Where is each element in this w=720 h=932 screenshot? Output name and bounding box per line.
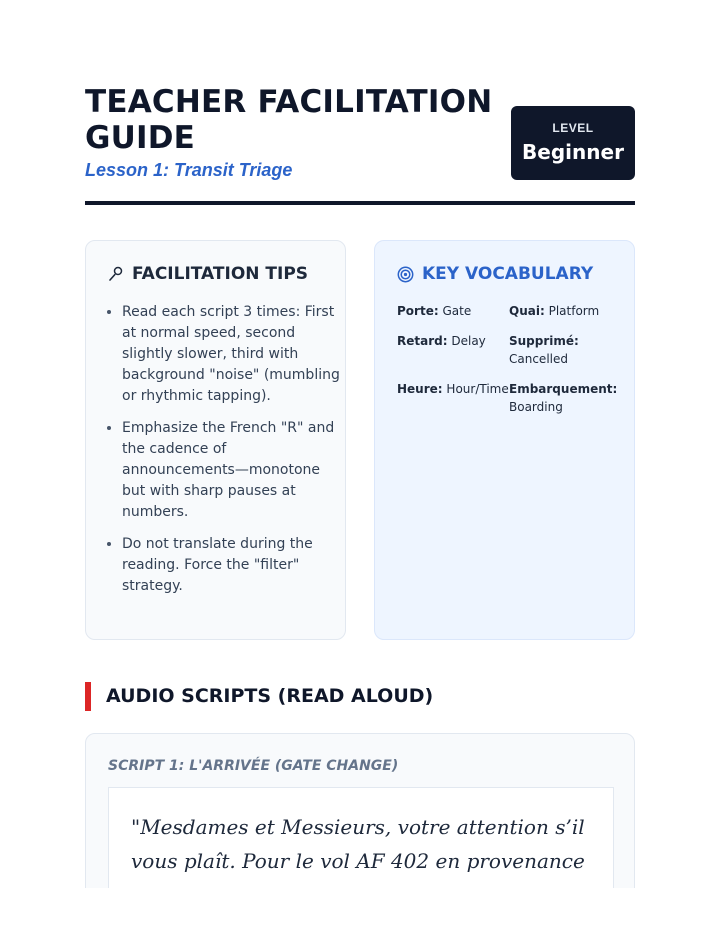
vocab-term: Porte: <box>397 304 439 318</box>
level-badge <box>511 106 635 180</box>
key-vocabulary-card <box>374 240 635 640</box>
vocab-item <box>509 302 622 320</box>
level-label: LEVEL <box>552 121 594 135</box>
microphone-icon <box>108 266 124 282</box>
facilitation-tips-title: FACILITATION TIPS <box>132 264 309 284</box>
vocab-term: Quai: <box>509 304 545 318</box>
vocab-item <box>509 332 622 368</box>
vocab-meaning: Cancelled <box>509 352 568 366</box>
level-value: Beginner <box>522 140 624 164</box>
vocab-meaning: Delay <box>451 334 486 348</box>
script-label: SCRIPT 1: L'ARRIVÉE (GATE CHANGE) <box>108 758 399 774</box>
target-icon <box>397 266 414 283</box>
list-item: • Read each script 3 times: First at normal speed, second slightly slower, third with background "noise" (mumbling or rhythmic tapping). <box>122 302 342 407</box>
script-text-box <box>108 787 614 888</box>
vocab-meaning: Platform <box>548 304 600 318</box>
vocab-item <box>509 380 622 416</box>
audio-scripts-heading: AUDIO SCRIPTS (READ ALOUD) <box>106 685 434 707</box>
key-vocabulary-title: KEY VOCABULARY <box>422 264 594 284</box>
facilitation-tips-card <box>85 240 346 640</box>
vocab-meaning: Boarding <box>509 400 563 414</box>
vocab-term: Retard: <box>397 334 448 348</box>
script-text: "Mesdames et Messieurs, votre attention s’il vous plaît. Pour le vol AF 402 en provenance <box>131 815 585 873</box>
lesson-subtitle: Lesson 1: Transit Triage <box>85 160 293 180</box>
vocab-term: Embarquement: <box>509 382 618 396</box>
vocab-item <box>397 302 509 320</box>
vocabulary-grid <box>397 302 622 416</box>
vocab-term: Supprimé: <box>509 334 579 348</box>
key-vocabulary-heading <box>397 264 593 284</box>
vocab-meaning: Gate <box>442 304 472 318</box>
header-divider <box>85 201 635 205</box>
facilitation-tips-heading <box>108 264 308 284</box>
page-title: TEACHER FACILITATION GUIDE <box>85 84 493 156</box>
vocab-meaning: Hour/Time <box>446 382 509 396</box>
vocab-item <box>397 380 509 416</box>
vocab-item <box>397 332 509 368</box>
section-accent-bar <box>85 682 91 711</box>
page-bottom-margin <box>0 888 720 932</box>
script-card <box>85 733 635 888</box>
vocab-term: Heure: <box>397 382 443 396</box>
list-item: • Do not translate during the reading. Force the "filter" strategy. <box>122 534 342 597</box>
tips-list <box>108 302 342 608</box>
list-item: • Emphasize the French "R" and the cadence of announcements—monotone but with sharp pauses at numbers. <box>122 418 342 523</box>
